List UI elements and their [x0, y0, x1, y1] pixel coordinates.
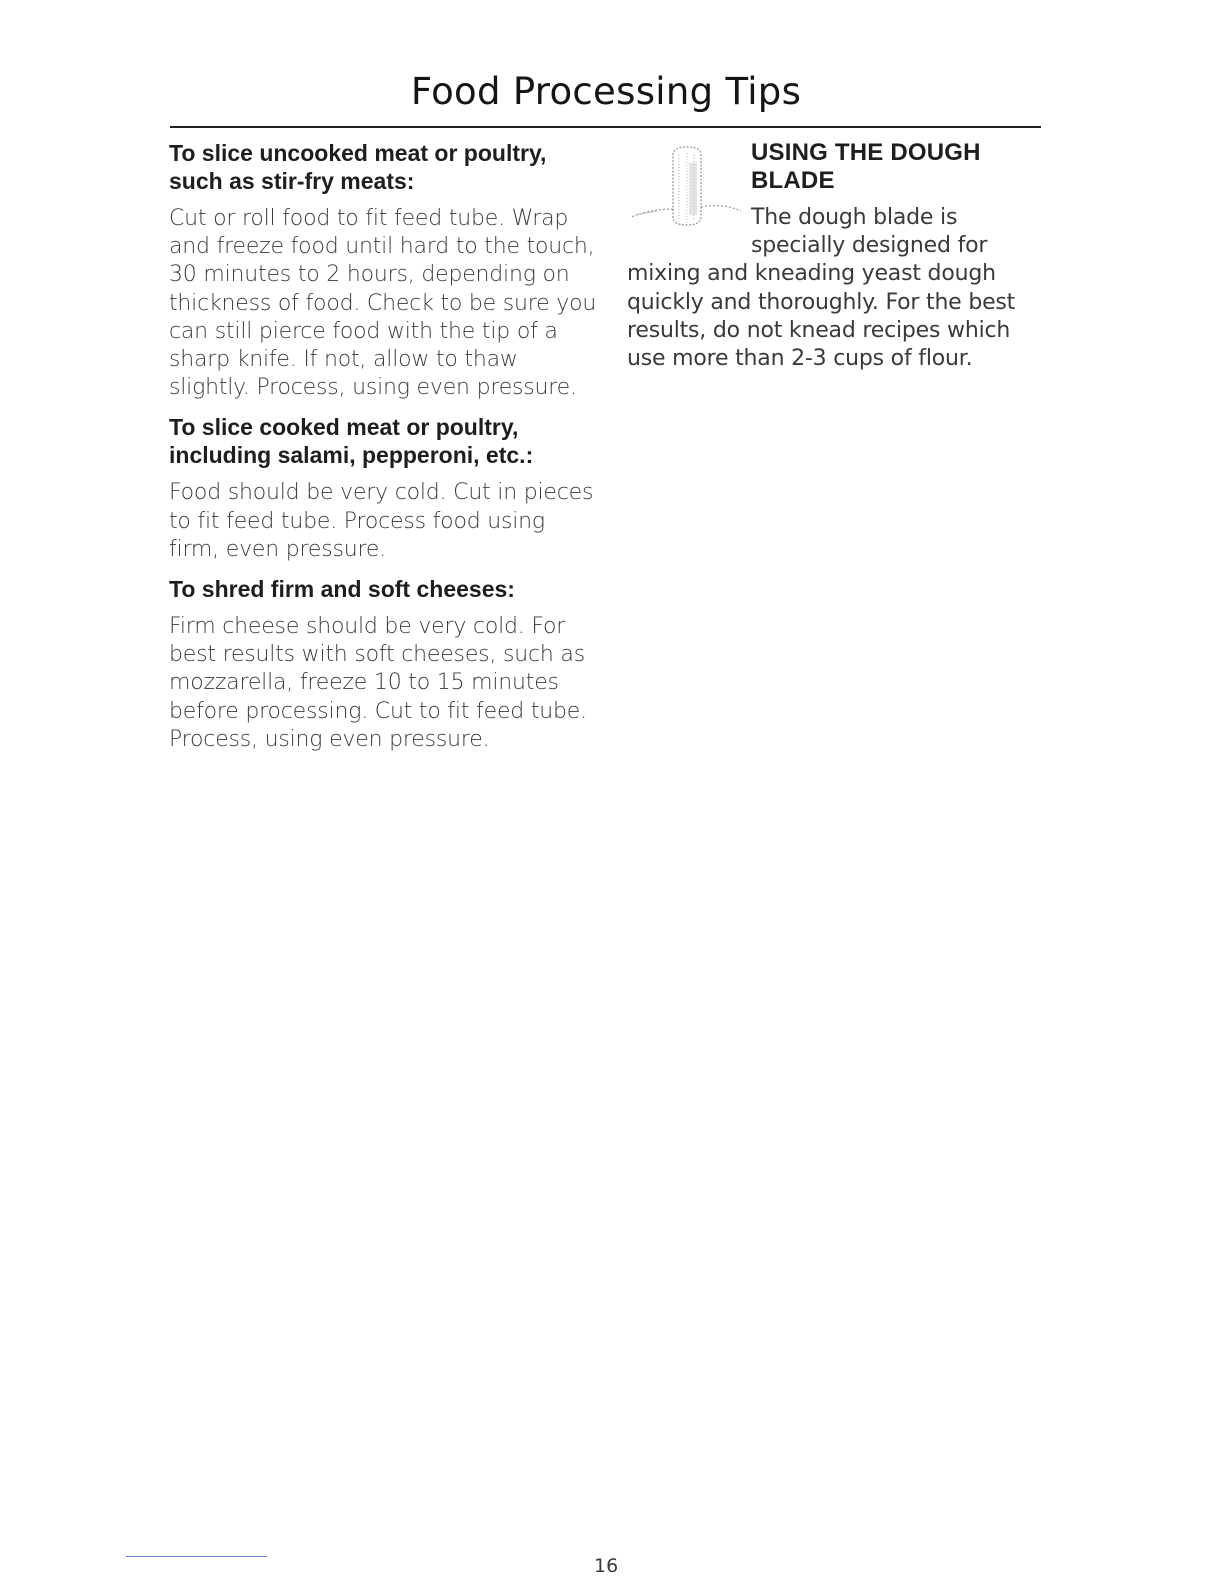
section-body: Firm cheese should be very cold. For best results with soft cheeses, such as mozzarella, freeze 10 to 15 minutes before processing. Cut to fit feed tube. Process, using even pressure. [169, 614, 587, 752]
section-heading: To slice uncooked meat or poultry, such as stir-fry meats: [169, 140, 547, 194]
footer-link-underline [126, 1556, 267, 1557]
page-title: Food Processing Tips [410, 70, 802, 113]
section-body: Cut or roll food to fit feed tube. Wrap and freeze food until hard to the touch, 30 minutes to 2 hours, depending on thickness of food. Check to be sure you can still pierce food with the tip of a sharp knife. If not, allow to thaw slightly. Process, using even pressure. [169, 206, 597, 401]
tips-column-left [169, 139, 599, 754]
dough-blade-heading: USING THE DOUGH BLADE [751, 139, 981, 194]
dough-blade-body: The dough blade is specially designed for mixing and kneading yeast dough quickly and thoroughly. For the best results, do not knead recipes which use more than 2-3 cups of flour. [627, 205, 1016, 372]
dough-blade-column [627, 139, 1042, 373]
tip-section-uncooked-meat [169, 139, 599, 402]
page-number: 16 [594, 1555, 619, 1577]
tip-section-cooked-meat [169, 413, 599, 564]
section-heading: To shred firm and soft cheeses: [169, 576, 515, 603]
section-heading: To slice cooked meat or poultry, including salami, pepperoni, etc.: [169, 414, 534, 469]
title-divider [170, 126, 1041, 128]
dough-blade-icon [627, 141, 745, 233]
tip-section-cheeses [169, 575, 599, 754]
section-body: Food should be very cold. Cut in pieces to fit feed tube. Process food using firm, even pressure. [169, 480, 594, 562]
